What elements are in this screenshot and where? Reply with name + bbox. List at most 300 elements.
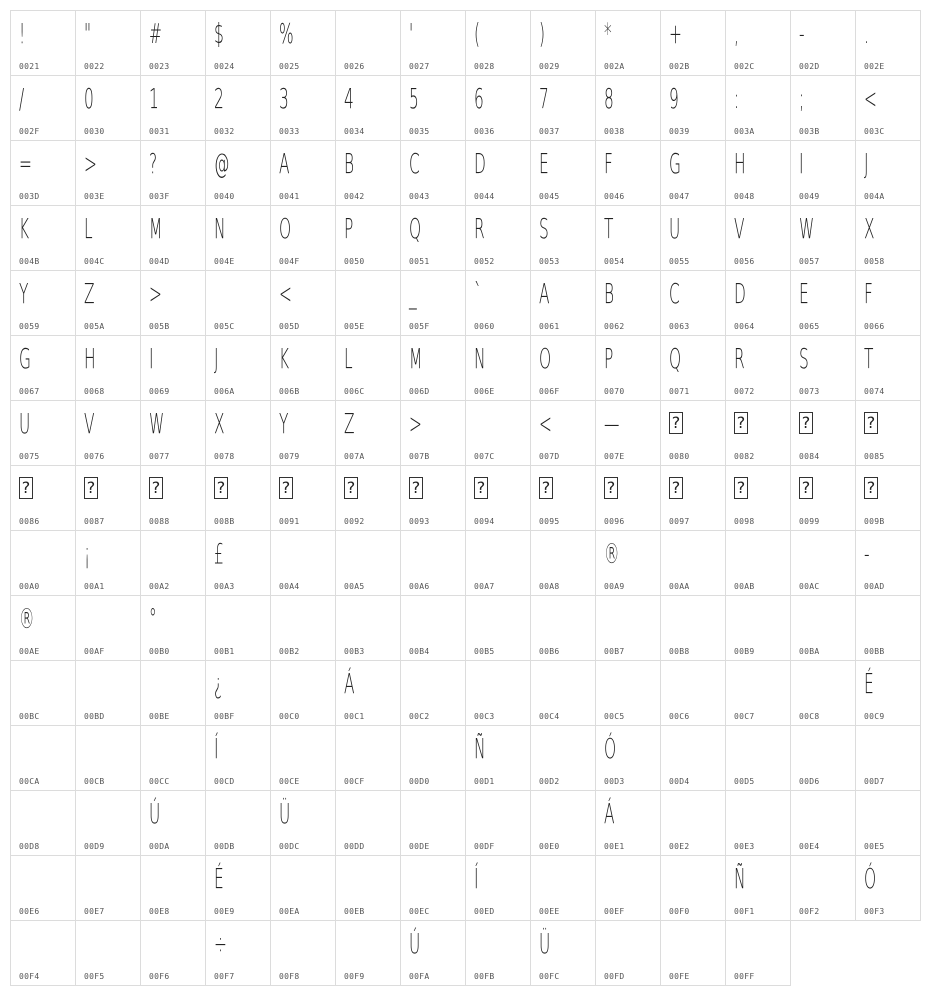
glyph-code-label: 006B [279, 387, 300, 396]
glyph-char: V [734, 212, 745, 245]
glyph-code-label: 0055 [669, 257, 690, 266]
glyph-code-label: 003D [19, 192, 40, 201]
glyph-cell [790, 855, 856, 921]
glyph-cell [855, 270, 921, 336]
glyph-cell [725, 205, 791, 271]
glyph-cell [75, 920, 141, 986]
glyph-code-label: 0035 [409, 127, 430, 136]
glyph-cell [10, 920, 76, 986]
glyph-char: - [799, 17, 805, 50]
glyph-code-label: 00DB [214, 842, 235, 851]
glyph-cell [530, 530, 596, 596]
glyph-code-label: 0062 [604, 322, 625, 331]
glyph-char: I [149, 342, 154, 375]
glyph-char: ; [799, 82, 805, 115]
glyph-char: Ñ [474, 732, 486, 765]
glyph-char: D [734, 277, 746, 310]
glyph-code-label: 0082 [734, 452, 755, 461]
glyph-code-label: 00A5 [344, 582, 365, 591]
glyph-code-label: 00FA [409, 972, 430, 981]
glyph-char: ° [149, 602, 157, 635]
glyph-cell [140, 725, 206, 791]
glyph-code-label: 004F [279, 257, 300, 266]
glyph-code-label: 00B5 [474, 647, 495, 656]
glyph-char: L [84, 212, 93, 245]
glyph-code-label: 0059 [19, 322, 40, 331]
glyph-code-label: 0041 [279, 192, 300, 201]
glyph-code-label: 00DF [474, 842, 495, 851]
glyph-char: U [19, 407, 31, 440]
glyph-cell [400, 660, 466, 726]
glyph-code-label: 00AD [864, 582, 885, 591]
glyph-cell [465, 465, 531, 531]
glyph-cell [855, 595, 921, 661]
glyph-char: ? [149, 147, 158, 180]
glyph-code-label: 0077 [149, 452, 170, 461]
glyph-cell [205, 855, 271, 921]
glyph-code-label: 002B [669, 62, 690, 71]
glyph-code-label: 0036 [474, 127, 495, 136]
glyph-cell [725, 140, 791, 206]
glyph-cell [595, 10, 661, 76]
glyph-cell [530, 660, 596, 726]
glyph-cell [465, 75, 531, 141]
glyph-code-label: 00D8 [19, 842, 40, 851]
glyph-char: R [734, 342, 745, 375]
glyph-code-label: 002A [604, 62, 625, 71]
glyph-code-label: 0079 [279, 452, 300, 461]
glyph-cell [465, 335, 531, 401]
glyph-code-label: 0030 [84, 127, 105, 136]
glyph-char: 8 [604, 82, 614, 115]
glyph-code-label: 007E [604, 452, 625, 461]
glyph-char: Ó [864, 862, 877, 895]
glyph-code-label: 0087 [84, 517, 105, 526]
glyph-code-label: 0033 [279, 127, 300, 136]
glyph-cell [400, 530, 466, 596]
glyph-code-label: 003E [84, 192, 105, 201]
glyph-cell [270, 75, 336, 141]
glyph-cell [725, 270, 791, 336]
glyph-code-label: 007D [539, 452, 560, 461]
glyph-cell [400, 725, 466, 791]
glyph-code-label: 0025 [279, 62, 300, 71]
glyph-cell [140, 920, 206, 986]
glyph-cell [790, 10, 856, 76]
glyph-code-label: 003C [864, 127, 885, 136]
glyph-code-label: 00CA [19, 777, 40, 786]
glyph-char: R [474, 212, 485, 245]
glyph-char: É [864, 667, 874, 700]
glyph-cell [790, 205, 856, 271]
glyph-cell [270, 660, 336, 726]
glyph-cell [10, 855, 76, 921]
glyph-code-label: 00A6 [409, 582, 430, 591]
glyph-char: + [669, 17, 682, 50]
glyph-char: 5 [409, 82, 419, 115]
glyph-code-label: 00E2 [669, 842, 690, 851]
glyph-cell [595, 400, 661, 466]
glyph-char: F [604, 147, 613, 180]
glyph-code-label: 00FC [539, 972, 560, 981]
glyph-code-label: 00E8 [149, 907, 170, 916]
glyph-code-label: 00F9 [344, 972, 365, 981]
glyph-cell [140, 400, 206, 466]
glyph-cell [10, 205, 76, 271]
glyph-cell [790, 725, 856, 791]
glyph-char: X [864, 212, 875, 245]
glyph-code-label: 00CC [149, 777, 170, 786]
glyph-cell [595, 335, 661, 401]
glyph-char: = [19, 147, 32, 180]
glyph-char: Í [214, 732, 219, 765]
glyph-cell [660, 75, 726, 141]
glyph-code-label: 0038 [604, 127, 625, 136]
glyph-code-label: 00C4 [539, 712, 560, 721]
glyph-cell [660, 595, 726, 661]
glyph-code-label: 00D3 [604, 777, 625, 786]
glyph-cell [205, 335, 271, 401]
glyph-cell [335, 400, 401, 466]
glyph-cell [140, 465, 206, 531]
glyph-cell [855, 140, 921, 206]
glyph-cell [335, 790, 401, 856]
glyph-cell [10, 270, 76, 336]
glyph-char: J [214, 342, 219, 375]
glyph-char: ÷ [214, 927, 227, 960]
glyph-char: X [214, 407, 225, 440]
glyph-cell [75, 400, 141, 466]
glyph-code-label: 003F [149, 192, 170, 201]
glyph-cell [725, 335, 791, 401]
glyph-cell [790, 465, 856, 531]
glyph-code-label: 00F8 [279, 972, 300, 981]
glyph-code-label: 00C7 [734, 712, 755, 721]
glyph-code-label: 003A [734, 127, 755, 136]
glyph-code-label: 00E5 [864, 842, 885, 851]
glyph-cell [465, 725, 531, 791]
glyph-grid [10, 10, 920, 985]
glyph-cell [660, 270, 726, 336]
glyph-char: H [84, 342, 96, 375]
glyph-code-label: 00F6 [149, 972, 170, 981]
glyph-cell [595, 75, 661, 141]
glyph-char: N [214, 212, 226, 245]
glyph-cell [855, 335, 921, 401]
glyph-cell [10, 530, 76, 596]
glyph-cell [140, 855, 206, 921]
glyph-cell [205, 660, 271, 726]
missing-glyph-box: ? [474, 477, 488, 499]
glyph-cell [140, 140, 206, 206]
glyph-char: T [864, 342, 874, 375]
glyph-code-label: 00AC [799, 582, 820, 591]
missing-glyph-box: ? [799, 412, 813, 434]
glyph-cell [595, 660, 661, 726]
glyph-char: D [474, 147, 486, 180]
glyph-code-label: 00D1 [474, 777, 495, 786]
glyph-char: L [344, 342, 353, 375]
glyph-code-label: 0074 [864, 387, 885, 396]
glyph-cell [530, 465, 596, 531]
glyph-char: P [604, 342, 614, 375]
glyph-code-label: 0057 [799, 257, 820, 266]
glyph-code-label: 0064 [734, 322, 755, 331]
glyph-cell [75, 10, 141, 76]
glyph-code-label: 0052 [474, 257, 495, 266]
glyph-cell [790, 270, 856, 336]
glyph-cell [75, 75, 141, 141]
glyph-cell [140, 205, 206, 271]
glyph-cell [335, 140, 401, 206]
glyph-code-label: 0086 [19, 517, 40, 526]
glyph-cell [465, 660, 531, 726]
glyph-code-label: 00BB [864, 647, 885, 656]
glyph-cell [595, 920, 661, 986]
glyph-cell [530, 270, 596, 336]
glyph-cell [400, 595, 466, 661]
glyph-code-label: 00B1 [214, 647, 235, 656]
glyph-cell [855, 790, 921, 856]
glyph-code-label: 005D [279, 322, 300, 331]
glyph-code-label: 00DD [344, 842, 365, 851]
glyph-cell [660, 140, 726, 206]
glyph-cell [205, 10, 271, 76]
glyph-char: S [539, 212, 549, 245]
glyph-cell [855, 530, 921, 596]
glyph-char: C [409, 147, 420, 180]
glyph-cell [10, 465, 76, 531]
glyph-cell [595, 595, 661, 661]
glyph-code-label: 0053 [539, 257, 560, 266]
glyph-code-label: 00FB [474, 972, 495, 981]
glyph-char: Y [19, 277, 29, 310]
glyph-code-label: 0045 [539, 192, 560, 201]
glyph-code-label: 0071 [669, 387, 690, 396]
glyph-code-label: 0060 [474, 322, 495, 331]
glyph-code-label: 003B [799, 127, 820, 136]
glyph-code-label: 00F3 [864, 907, 885, 916]
glyph-code-label: 0093 [409, 517, 430, 526]
missing-glyph-box: ? [669, 477, 683, 499]
glyph-code-label: 0073 [799, 387, 820, 396]
glyph-cell [270, 205, 336, 271]
glyph-cell [595, 270, 661, 336]
glyph-code-label: 00AF [84, 647, 105, 656]
glyph-code-label: 005E [344, 322, 365, 331]
glyph-cell [335, 270, 401, 336]
glyph-cell [530, 920, 596, 986]
glyph-code-label: 0066 [864, 322, 885, 331]
glyph-cell [530, 140, 596, 206]
glyph-cell [530, 75, 596, 141]
glyph-cell [400, 790, 466, 856]
glyph-cell [335, 75, 401, 141]
glyph-cell [725, 725, 791, 791]
glyph-code-label: 004A [864, 192, 885, 201]
glyph-cell [725, 75, 791, 141]
glyph-code-label: 0098 [734, 517, 755, 526]
glyph-char: . [864, 17, 869, 50]
glyph-code-label: 0022 [84, 62, 105, 71]
glyph-cell [855, 465, 921, 531]
glyph-cell [270, 790, 336, 856]
glyph-code-label: 00F2 [799, 907, 820, 916]
glyph-char: ` [474, 277, 482, 310]
glyph-code-label: 00A1 [84, 582, 105, 591]
glyph-code-label: 0076 [84, 452, 105, 461]
glyph-char: Q [409, 212, 422, 245]
glyph-code-label: 006C [344, 387, 365, 396]
glyph-cell [725, 10, 791, 76]
glyph-code-label: 0054 [604, 257, 625, 266]
glyph-code-label: 00BD [84, 712, 105, 721]
glyph-code-label: 00E1 [604, 842, 625, 851]
glyph-code-label: 00ED [474, 907, 495, 916]
glyph-cell [205, 400, 271, 466]
glyph-code-label: 00C1 [344, 712, 365, 721]
glyph-code-label: 00B0 [149, 647, 170, 656]
glyph-code-label: 00C6 [669, 712, 690, 721]
glyph-code-label: 0085 [864, 452, 885, 461]
glyph-char: Ú [409, 927, 421, 960]
glyph-code-label: 00B6 [539, 647, 560, 656]
glyph-cell [790, 75, 856, 141]
glyph-code-label: 00E0 [539, 842, 560, 851]
glyph-code-label: 0097 [669, 517, 690, 526]
glyph-cell [530, 725, 596, 791]
glyph-cell [790, 595, 856, 661]
glyph-cell [400, 140, 466, 206]
glyph-cell [75, 530, 141, 596]
glyph-cell [140, 595, 206, 661]
glyph-code-label: 00A7 [474, 582, 495, 591]
glyph-code-label: 00EA [279, 907, 300, 916]
glyph-code-label: 00BF [214, 712, 235, 721]
glyph-code-label: 0067 [19, 387, 40, 396]
glyph-code-label: 005B [149, 322, 170, 331]
glyph-cell [140, 10, 206, 76]
glyph-code-label: 0084 [799, 452, 820, 461]
glyph-char: Q [669, 342, 682, 375]
glyph-code-label: 005C [214, 322, 235, 331]
glyph-cell [660, 335, 726, 401]
glyph-cell [205, 270, 271, 336]
glyph-cell [595, 855, 661, 921]
glyph-char: Ó [604, 732, 617, 765]
glyph-cell [75, 855, 141, 921]
glyph-char: Á [344, 667, 355, 700]
glyph-code-label: 0031 [149, 127, 170, 136]
glyph-char: : [734, 82, 740, 115]
glyph-char: W [799, 212, 815, 245]
glyph-code-label: 0078 [214, 452, 235, 461]
glyph-code-label: 00CE [279, 777, 300, 786]
glyph-code-label: 0024 [214, 62, 235, 71]
glyph-code-label: 00CF [344, 777, 365, 786]
glyph-code-label: 00C2 [409, 712, 430, 721]
glyph-cell [140, 790, 206, 856]
glyph-cell [530, 10, 596, 76]
glyph-char: < [279, 277, 292, 310]
glyph-char: F [864, 277, 873, 310]
glyph-code-label: 0056 [734, 257, 755, 266]
glyph-code-label: 00F7 [214, 972, 235, 981]
glyph-code-label: 00BA [799, 647, 820, 656]
glyph-char: Ú [149, 797, 161, 830]
glyph-code-label: 00D0 [409, 777, 430, 786]
glyph-cell [205, 725, 271, 791]
glyph-cell [140, 530, 206, 596]
glyph-char: O [539, 342, 552, 375]
glyph-char: 4 [344, 82, 354, 115]
glyph-cell [855, 725, 921, 791]
glyph-char: @ [214, 147, 230, 180]
glyph-code-label: 00FD [604, 972, 625, 981]
glyph-char: 0 [84, 82, 94, 115]
glyph-code-label: 00DE [409, 842, 430, 851]
glyph-cell [465, 270, 531, 336]
glyph-code-label: 00E9 [214, 907, 235, 916]
glyph-code-label: 00A4 [279, 582, 300, 591]
glyph-code-label: 0075 [19, 452, 40, 461]
glyph-cell [140, 75, 206, 141]
glyph-cell [855, 855, 921, 921]
missing-glyph-box: ? [149, 477, 163, 499]
glyph-code-label: 00EC [409, 907, 430, 916]
glyph-cell [335, 465, 401, 531]
glyph-char: ) [539, 17, 546, 50]
glyph-cell [790, 140, 856, 206]
glyph-code-label: 0065 [799, 322, 820, 331]
glyph-char: I [799, 147, 804, 180]
glyph-code-label: 00C0 [279, 712, 300, 721]
glyph-cell [595, 465, 661, 531]
glyph-code-label: 005F [409, 322, 430, 331]
glyph-char: 2 [214, 82, 224, 115]
glyph-code-label: 0069 [149, 387, 170, 396]
missing-glyph-box: ? [864, 412, 878, 434]
glyph-char: ® [604, 537, 620, 570]
glyph-code-label: 00B7 [604, 647, 625, 656]
glyph-code-label: 0095 [539, 517, 560, 526]
glyph-char: S [799, 342, 809, 375]
missing-glyph-box: ? [799, 477, 813, 499]
glyph-cell [75, 660, 141, 726]
glyph-char: 1 [149, 82, 159, 115]
glyph-cell [465, 10, 531, 76]
glyph-code-label: 0029 [539, 62, 560, 71]
glyph-code-label: 00C9 [864, 712, 885, 721]
glyph-code-label: 0063 [669, 322, 690, 331]
glyph-code-label: 0061 [539, 322, 560, 331]
glyph-cell [465, 595, 531, 661]
glyph-cell [595, 140, 661, 206]
glyph-cell [10, 790, 76, 856]
glyph-code-label: 0023 [149, 62, 170, 71]
glyph-char: 9 [669, 82, 679, 115]
glyph-char: H [734, 147, 746, 180]
glyph-code-label: 00BE [149, 712, 170, 721]
glyph-cell [335, 205, 401, 271]
glyph-code-label: 005A [84, 322, 105, 331]
glyph-cell [465, 530, 531, 596]
glyph-code-label: 00E6 [19, 907, 40, 916]
glyph-code-label: 007C [474, 452, 495, 461]
glyph-char: / [19, 82, 25, 115]
glyph-code-label: 0047 [669, 192, 690, 201]
glyph-cell [595, 205, 661, 271]
